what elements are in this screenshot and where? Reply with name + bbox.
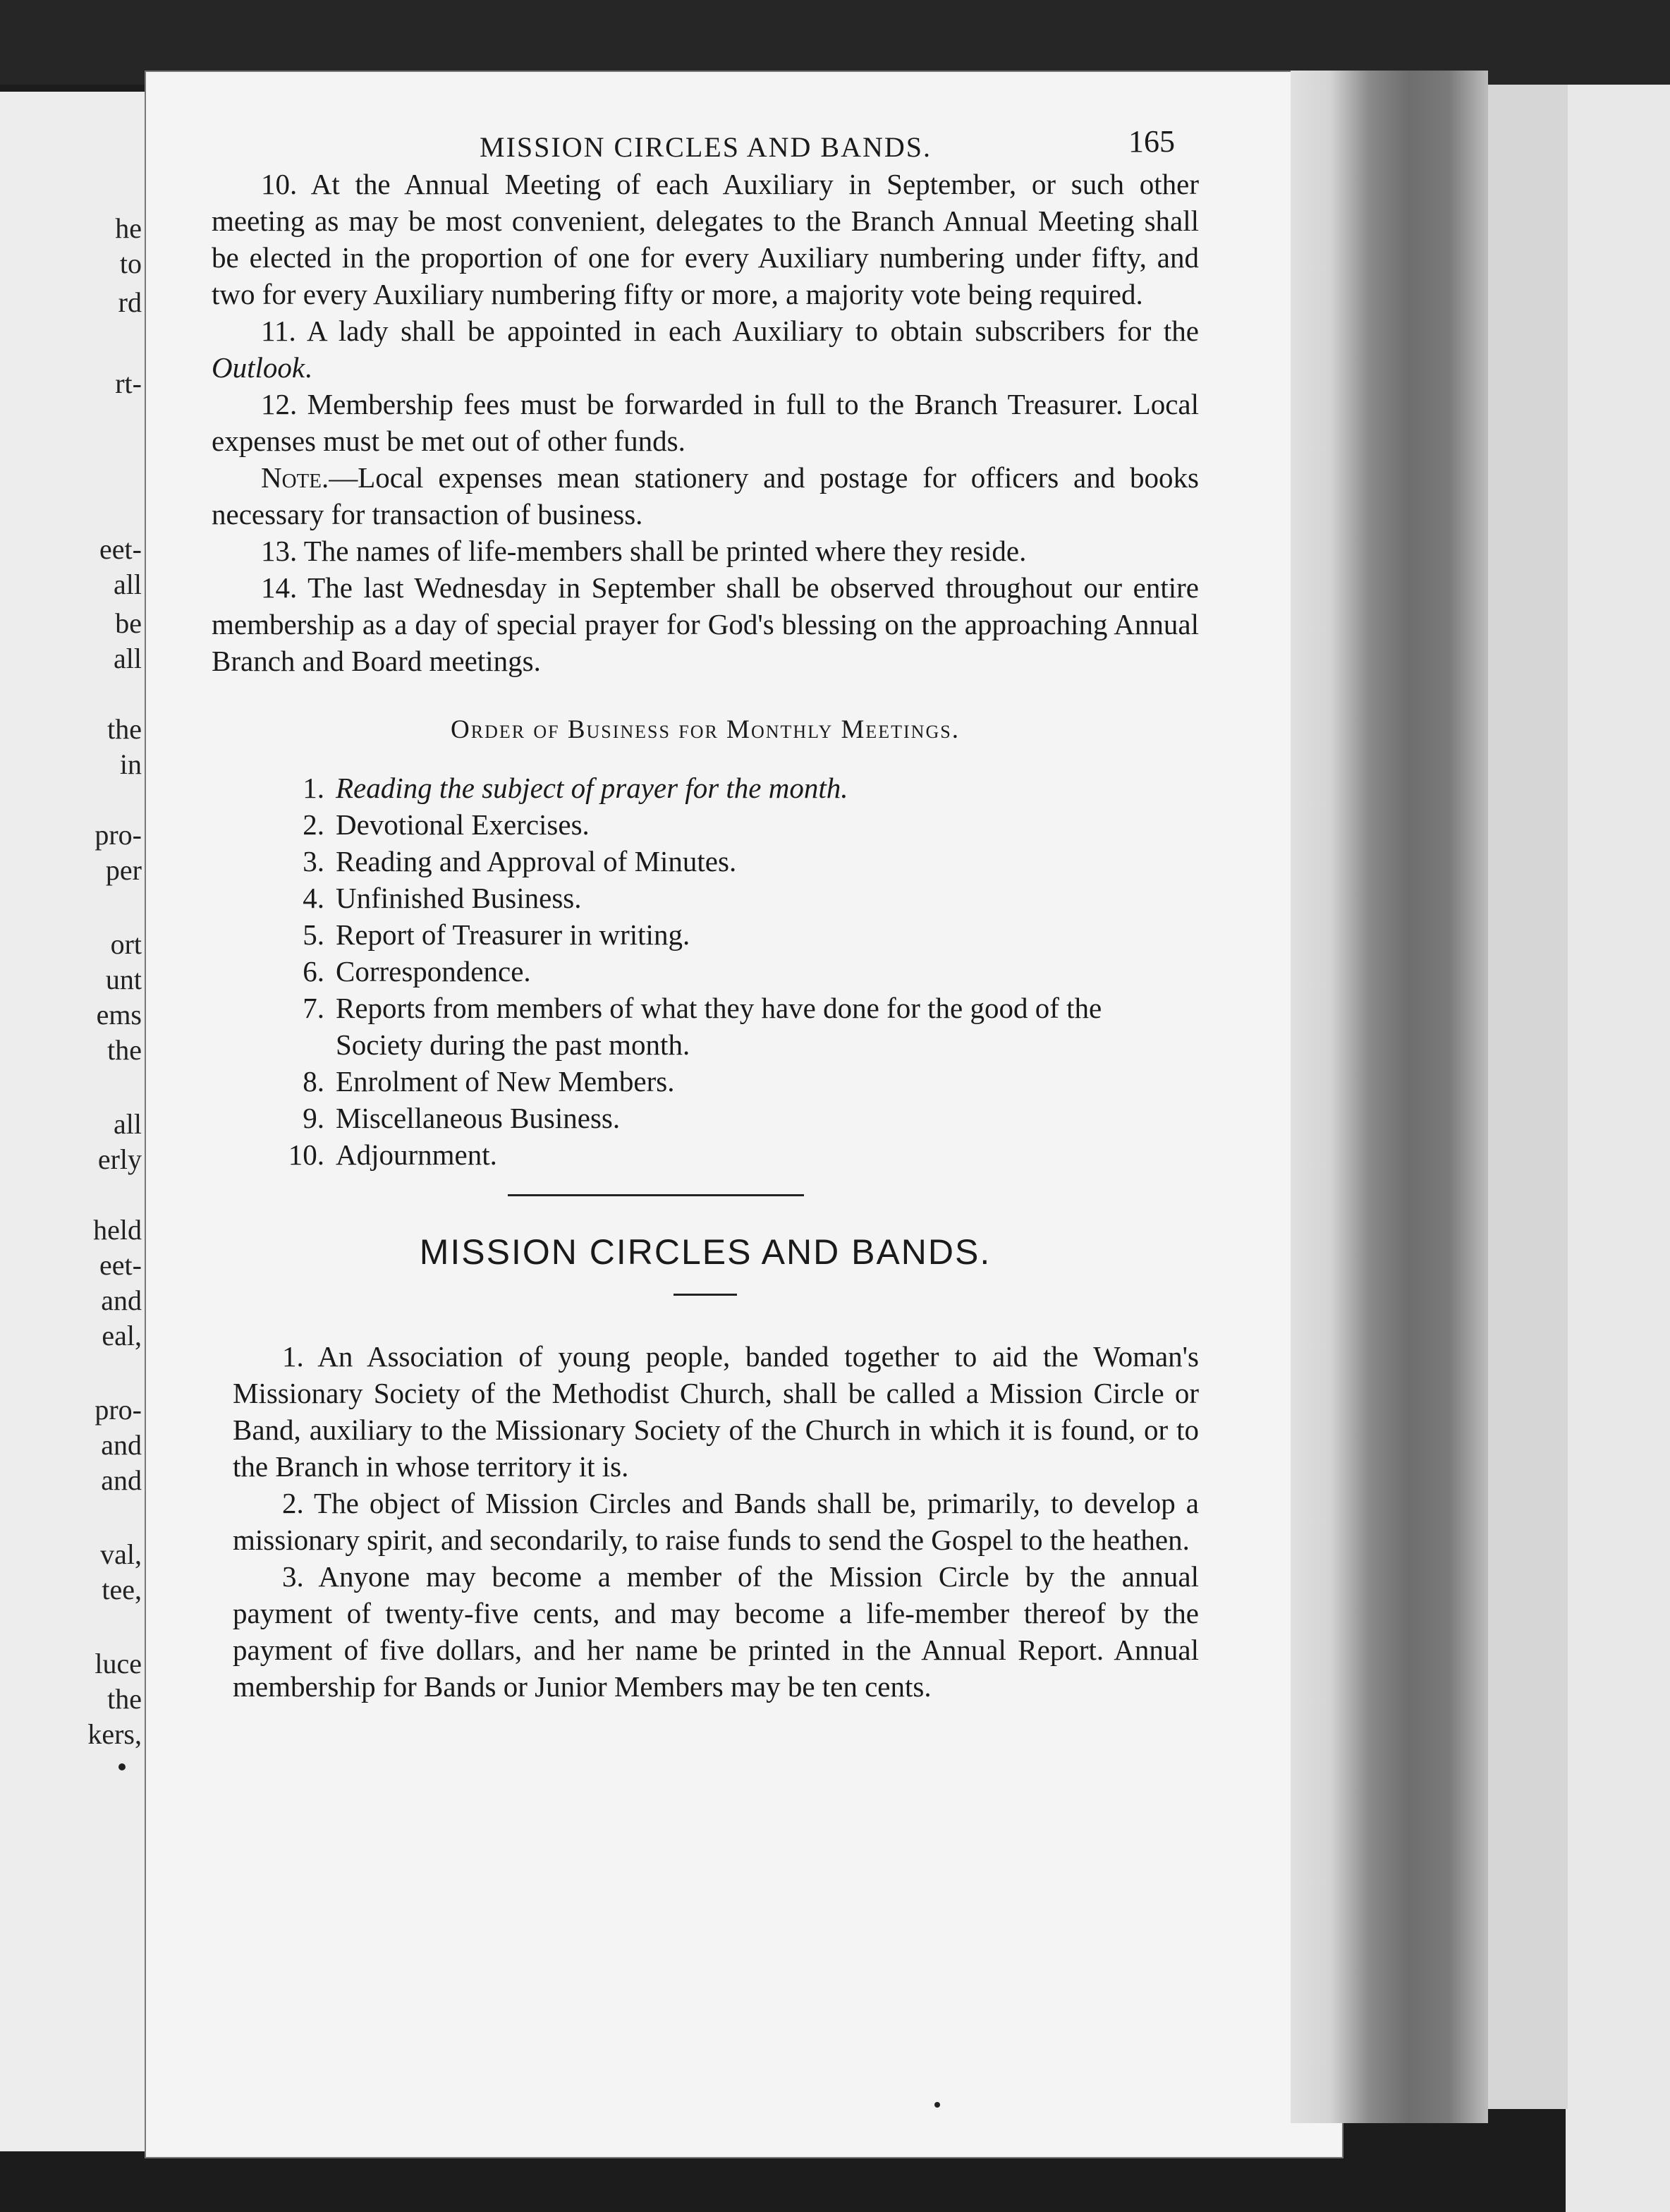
page-edges [1291,71,1488,2123]
previous-page-fragment: held [93,1214,142,1246]
previous-page-fragment: luce [95,1648,142,1679]
rule-11 [212,312,1199,386]
mission-rule-1: 1. An Association of young people, banded together to aid the Woman's Missionary Society of the Methodist Church, shall be called a Mission Circle or Band, auxiliary to the Missionary Society of the Church in which it is found, or to the Branch in whose territory it is. [233,1340,1199,1483]
previous-page-fragment: rt- [115,367,142,399]
previous-page-fragment: eal, [102,1320,142,1351]
previous-page-fragment: ort [110,928,142,960]
background-right [1566,85,1670,2212]
previous-page-fragment: kers, [87,1718,142,1750]
previous-page-fragment: all [114,1108,142,1140]
list-item: 3. Reading and Approval of Minutes. [303,845,737,877]
mission-rule-2: 2. The object of Mission Circles and Bands shall be, primarily, to develop a missionary spirit, and secondarily, to raise funds to send the Gospel to the heathen. [233,1487,1199,1556]
previous-page-fragment: the [107,1034,142,1066]
section-divider [508,1194,804,1196]
list-item: 6. Correspondence. [303,955,531,988]
speck [934,2102,940,2108]
previous-page-fragment: and [101,1464,142,1496]
rule-12: 12. Membership fees must be forwarded in full to the Branch Treasurer. Local expenses must be met out of other funds. [212,388,1199,457]
title-rule [674,1294,737,1296]
section-title: MISSION CIRCLES AND BANDS. [419,1232,992,1272]
previous-page-text [0,92,152,2151]
page-content [212,123,1199,1705]
rule-10: 10. At the Annual Meeting of each Auxiliary in September, or such other meeting as may be most convenient, delegates to the Branch Annual Meeting shall be elected in the proportion of one for every Auxiliary numbering under fifty, and two for every Auxiliary numbering fifty or more, a majority vote being required. [212,168,1199,310]
list-item: 8. Enrolment of New Members. [303,1065,675,1098]
previous-page-fragment: pro- [95,819,142,851]
previous-page-fragment: rd [118,286,142,318]
list-item: 5. Report of Treasurer in writing. [303,918,690,951]
list-item: 9. Miscellaneous Business. [303,1102,621,1134]
list-item: 2. Devotional Exercises. [303,808,590,841]
speck [118,1763,126,1770]
previous-page-fragment: to [119,248,142,279]
running-title: MISSION CIRCLES AND BANDS. [480,131,932,163]
rule-11-text: 11. A lady shall be appointed in each Auxiliary to obtain subscribers for the [261,315,1199,347]
mission-rule-3: 3. Anyone may become a member of the Mission Circle by the annual payment of twenty-five cents, and may become a life-member thereof by the payment of five dollars, and her name be printed in the Annual Report. Annual membership for Bands or Junior Members may be ten cents. [233,1560,1199,1703]
order-of-business-heading: Order of Business for Monthly Meetings. [451,715,960,744]
note-text: —Local expenses mean stationery and postage for officers and books necessary for transaction of business. [212,461,1199,530]
previous-page-fragment: be [115,607,142,639]
previous-page-fragment: the [107,1683,142,1715]
page-number: 165 [1128,124,1175,159]
previous-page-fragment: per [105,854,142,886]
order-of-business-list [268,770,1199,1173]
previous-page [0,92,156,2151]
previous-page-fragment: eet- [99,1249,142,1281]
previous-page-fragment: pro- [95,1394,142,1426]
previous-page-fragment: erly [97,1143,142,1175]
previous-page-fragment: val, [100,1538,142,1570]
note-label: Note. [261,461,329,494]
list-item: 10. Adjournment. [288,1138,497,1171]
mission-circle-rules [233,1338,1199,1705]
list-item: 1. Reading the subject of prayer for the month. [303,772,848,804]
previous-page-fragment: he [115,212,142,244]
previous-page-fragment: all [114,569,142,600]
outlook-title: Outlook [212,351,305,384]
previous-page-fragment: tee, [102,1574,142,1605]
running-head [212,123,1199,166]
previous-page-fragment: and [101,1284,142,1316]
previous-page-fragment: the [107,713,142,745]
list-item: 4. Unfinished Business. [303,882,582,914]
previous-page-fragment: in [119,748,142,780]
previous-page-fragment: eet- [99,533,142,565]
previous-page-fragment: unt [105,964,142,995]
rule-14: 14. The last Wednesday in September shall be observed throughout our entire membership as a day of special prayer for God's blessing on the approaching Annual Branch and Board meetings. [212,571,1199,677]
list-item: 7. Reports from members of what they have done for the good of the Society during the past month. [303,992,1102,1061]
rule-11-end: . [305,351,312,384]
rule-13: 13. The names of life-members shall be printed where they reside. [261,535,1027,567]
previous-page-fragment: ems [96,999,142,1031]
previous-page-fragment: all [114,643,142,674]
previous-page-fragment: and [101,1429,142,1461]
note [212,459,1199,533]
